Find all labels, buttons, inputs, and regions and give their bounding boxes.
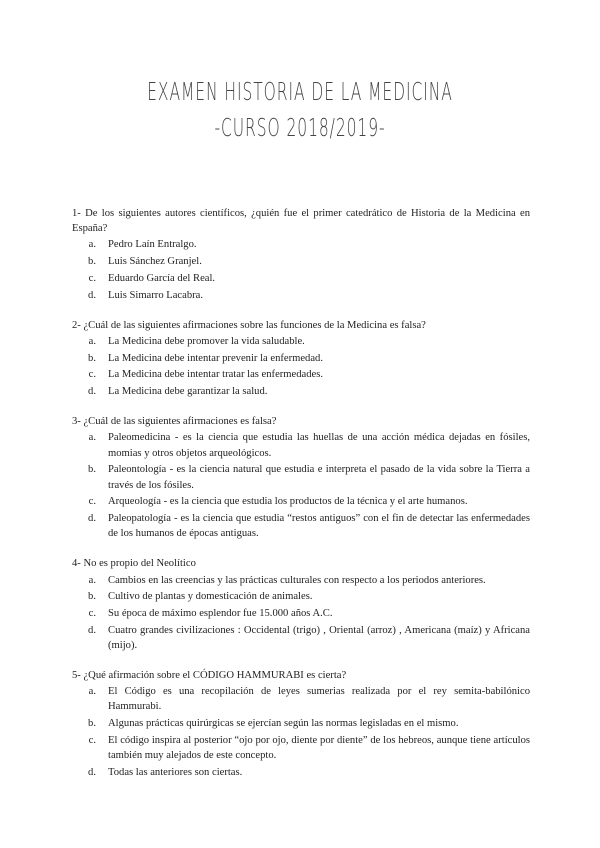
question-5 xyxy=(72,668,530,780)
option-text: Su época de máximo esplendor fue 15.000 años A.C. xyxy=(108,607,333,619)
question-list xyxy=(72,206,530,795)
option-text: Paleontología - es la ciencia natural que estudia e interpreta el pasado de la vida sobre la Tierra a través de los fósiles. xyxy=(108,464,530,491)
question-text: 3- ¿Cuál de las siguientes afirmaciones es falsa? xyxy=(72,416,277,428)
question-2 xyxy=(72,318,530,400)
option-text: Pedro Laín Entralgo. xyxy=(108,239,197,251)
option-a xyxy=(72,684,530,714)
option-letter: b. xyxy=(88,718,96,730)
option-text: Todas las anteriores son ciertas. xyxy=(108,766,243,778)
option-text: Arqueología - es la ciencia que estudia los productos de la técnica y el arte humanos. xyxy=(108,496,468,508)
option-letter: b. xyxy=(88,352,96,364)
option-letter: d. xyxy=(88,624,96,636)
option-c xyxy=(72,606,530,621)
option-letter: a. xyxy=(88,686,96,698)
option-letter: c. xyxy=(88,607,96,619)
option-text: Paleomedicina - es la ciencia que estudia las huellas de una acción médica dejadas en fósiles, momias y otros objetos arqueológicos. xyxy=(108,432,530,459)
option-letter: c. xyxy=(88,734,96,746)
option-text: El Código es una recopilación de leyes sumerias realizada por el rey semita-babilónico Hammurabi. xyxy=(108,686,530,713)
option-letter: b. xyxy=(88,256,96,268)
option-d xyxy=(72,511,530,541)
option-a xyxy=(72,573,530,588)
answer-options xyxy=(72,237,530,302)
option-letter: d. xyxy=(88,512,96,524)
option-text: La Medicina debe garantizar la salud. xyxy=(108,386,268,398)
question-text: 4- No es propio del Neolítico xyxy=(72,558,196,570)
option-letter: d. xyxy=(88,289,96,301)
question-text: 5- ¿Qué afirmación sobre el CÓDIGO HAMMURABI es cierta? xyxy=(72,670,347,682)
option-letter: b. xyxy=(88,464,96,476)
option-b xyxy=(72,716,530,731)
option-letter: d. xyxy=(88,386,96,398)
option-c xyxy=(72,494,530,509)
option-c xyxy=(72,367,530,382)
question-text: 2- ¿Cuál de las siguientes afirmaciones sobre las funciones de la Medicina es falsa? xyxy=(72,319,426,331)
option-letter: c. xyxy=(88,369,96,381)
answer-options xyxy=(72,334,530,399)
option-b xyxy=(72,254,530,269)
course-subtitle: -CURSO 2018/2019- xyxy=(214,113,386,142)
option-text: Algunas prácticas quirúrgicas se ejercían según las normas legisladas en el mismo. xyxy=(108,718,459,730)
option-c xyxy=(72,733,530,763)
answer-options xyxy=(72,684,530,780)
option-text: El código inspira al posterior “ojo por ojo, diente por diente” de los hebreos, aunque tiene artículos también muy alejados de este concepto. xyxy=(108,734,530,762)
option-d xyxy=(72,384,530,399)
option-d xyxy=(72,288,530,303)
option-text: La Medicina debe intentar prevenir la enfermedad. xyxy=(108,352,324,364)
option-b xyxy=(72,462,530,492)
option-text: Eduardo García del Real. xyxy=(108,272,216,284)
option-letter: a. xyxy=(88,574,96,586)
option-text: La Medicina debe promover la vida saludable. xyxy=(108,335,305,347)
answer-options xyxy=(72,573,530,654)
question-text: 1- De los siguientes autores científicos, ¿quién fue el primer catedrático de Historia de la Medicina en España? xyxy=(72,208,530,235)
option-text: Cambios en las creencias y las prácticas culturales con respecto a los periodos anteriores. xyxy=(108,574,486,586)
option-d xyxy=(72,765,530,780)
option-letter: c. xyxy=(88,496,96,508)
option-letter: d. xyxy=(88,766,96,778)
option-letter: a. xyxy=(88,239,96,251)
option-letter: a. xyxy=(88,335,96,347)
option-text: Luis Sánchez Granjel. xyxy=(108,256,202,268)
question-3 xyxy=(72,414,530,541)
answer-options xyxy=(72,430,530,541)
option-a xyxy=(72,237,530,252)
option-letter: a. xyxy=(88,432,96,444)
option-d xyxy=(72,623,530,653)
option-a xyxy=(72,430,530,460)
question-1 xyxy=(72,206,530,303)
option-c xyxy=(72,271,530,286)
option-text: La Medicina debe intentar tratar las enfermedades. xyxy=(108,369,324,381)
exam-title xyxy=(0,74,600,146)
option-text: Cultivo de plantas y domesticación de animales. xyxy=(108,591,313,603)
option-text: Cuatro grandes civilizaciones : Occidental (trigo) , Oriental (arroz) , Americana (maíz) y Africana (mijo). xyxy=(108,624,530,651)
page-title: EXAMEN HISTORIA DE LA MEDICINA xyxy=(147,77,453,106)
option-letter: b. xyxy=(88,591,96,603)
option-text: Luis Simarro Lacabra. xyxy=(108,289,204,301)
option-a xyxy=(72,334,530,349)
option-b xyxy=(72,589,530,604)
option-text: Paleopatología - es la ciencia que estudia “restos antiguos” con el fin de detectar las enfermedades de los humanos de épocas antiguas. xyxy=(108,512,530,540)
option-b xyxy=(72,351,530,366)
option-letter: c. xyxy=(88,272,96,284)
question-4 xyxy=(72,556,530,653)
